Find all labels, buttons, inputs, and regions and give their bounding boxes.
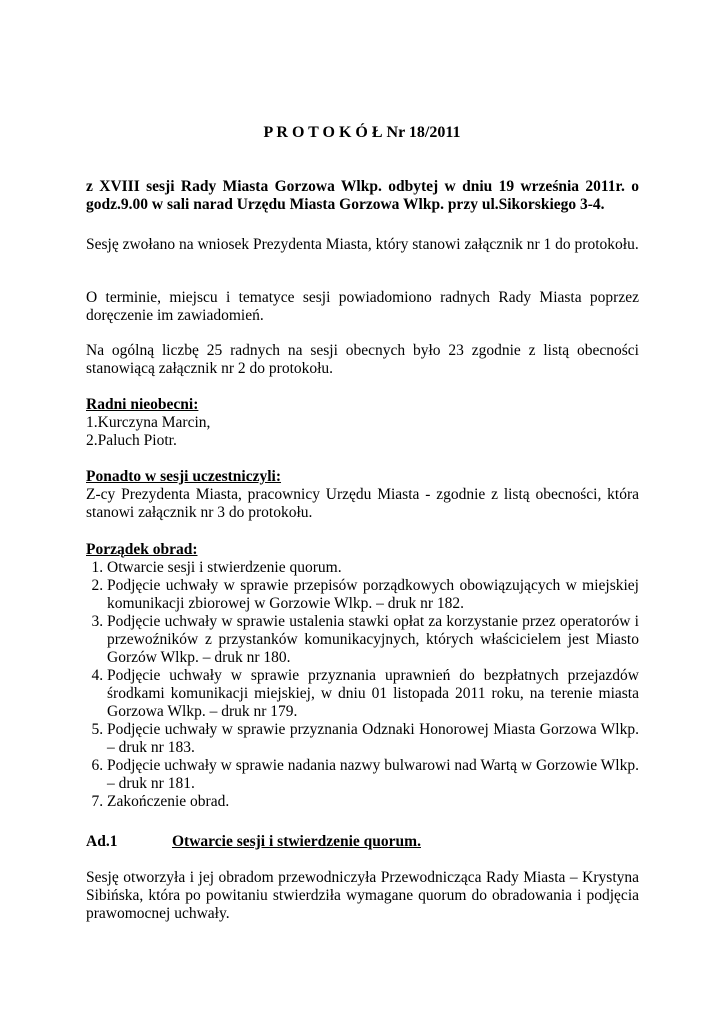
- ad1-label: Ad.1: [86, 833, 118, 850]
- agenda-item: 4. Podjęcie uchwały w sprawie przyznania uprawnień do bezpłatnych przejazdów środkami komunikacji miejskiej, w dniu 01 listopada 2011 roku, na terenie miasta Gorzowa Wlkp. – druk nr 179.: [107, 667, 639, 721]
- absent-heading: Radni nieobecni:: [86, 396, 199, 413]
- absent-item: 1.Kurczyna Marcin,: [86, 414, 211, 431]
- ad1-heading: [86, 833, 639, 851]
- agenda-item: 2. Podjęcie uchwały w sprawie przepisów porządkowych obowiązujących w miejskiej komunikacji zbiorowej w Gorzowie Wlkp. – druk nr 182.: [107, 577, 639, 613]
- absent-councillors-section: [86, 396, 639, 450]
- document-title: P R O T O K Ó Ł Nr 18/2011: [263, 124, 461, 141]
- agenda-list: [86, 559, 639, 811]
- session-subtitle: z XVIII sesji Rady Miasta Gorzowa Wlkp. odbytej w dniu 19 września 2011r. o godz.9.00 w sali narad Urzędu Miasta Gorzowa Wlkp. przy ul.Sikorskiego 3-4.: [86, 178, 639, 213]
- agenda-item: 3. Podjęcie uchwały w sprawie ustalenia stawki opłat za korzystanie przez operatorów i przewoźników z przystanków komunikacyjnych, których właścicielem jest Miasto Gorzów Wlkp. – druk nr 180.: [107, 613, 639, 667]
- agenda-item: 7. Zakończenie obrad.: [107, 793, 639, 811]
- paragraph-convened: Sesję zwołano na wniosek Prezydenta Miasta, który stanowi załącznik nr 1 do protokołu.: [86, 236, 639, 253]
- agenda-item: 1. Otwarcie sesji i stwierdzenie quorum.: [107, 559, 639, 577]
- agenda-heading: Porządek obrad:: [86, 541, 198, 558]
- agenda-section: [86, 541, 639, 811]
- ad1-title: Otwarcie sesji i stwierdzenie quorum.: [172, 833, 421, 850]
- agenda-item: 6. Podjęcie uchwały w sprawie nadania nazwy bulwarowi nad Wartą w Gorzowie Wlkp. – druk nr 181.: [107, 757, 639, 793]
- absent-item: 2.Paluch Piotr.: [86, 432, 177, 449]
- ad1-text: Sesję otworzyła i jej obradom przewodniczyła Przewodnicząca Rady Miasta – Krystyna Sibińska, która po powitaniu stwierdziła wymagane quorum do obradowania i podjęcia prawomocnej uchwały.: [86, 869, 639, 922]
- paragraph-notification: O terminie, miejscu i tematyce sesji powiadomiono radnych Rady Miasta poprzez doręczenie im zawiadomień.: [86, 289, 639, 324]
- participants-section: [86, 468, 639, 522]
- participants-heading: Ponadto w sesji uczestniczyli:: [86, 468, 282, 485]
- paragraph-attendance: Na ogólną liczbę 25 radnych na sesji obecnych było 23 zgodnie z listą obecności stanowiącą załącznik nr 2 do protokołu.: [86, 342, 639, 377]
- participants-text: Z-cy Prezydenta Miasta, pracownicy Urzędu Miasta - zgodnie z listą obecności, która stanowi załącznik nr 3 do protokołu.: [86, 486, 639, 521]
- agenda-item: 5. Podjęcie uchwały w sprawie przyznania Odznaki Honorowej Miasta Gorzowa Wlkp. – druk nr 183.: [107, 721, 639, 757]
